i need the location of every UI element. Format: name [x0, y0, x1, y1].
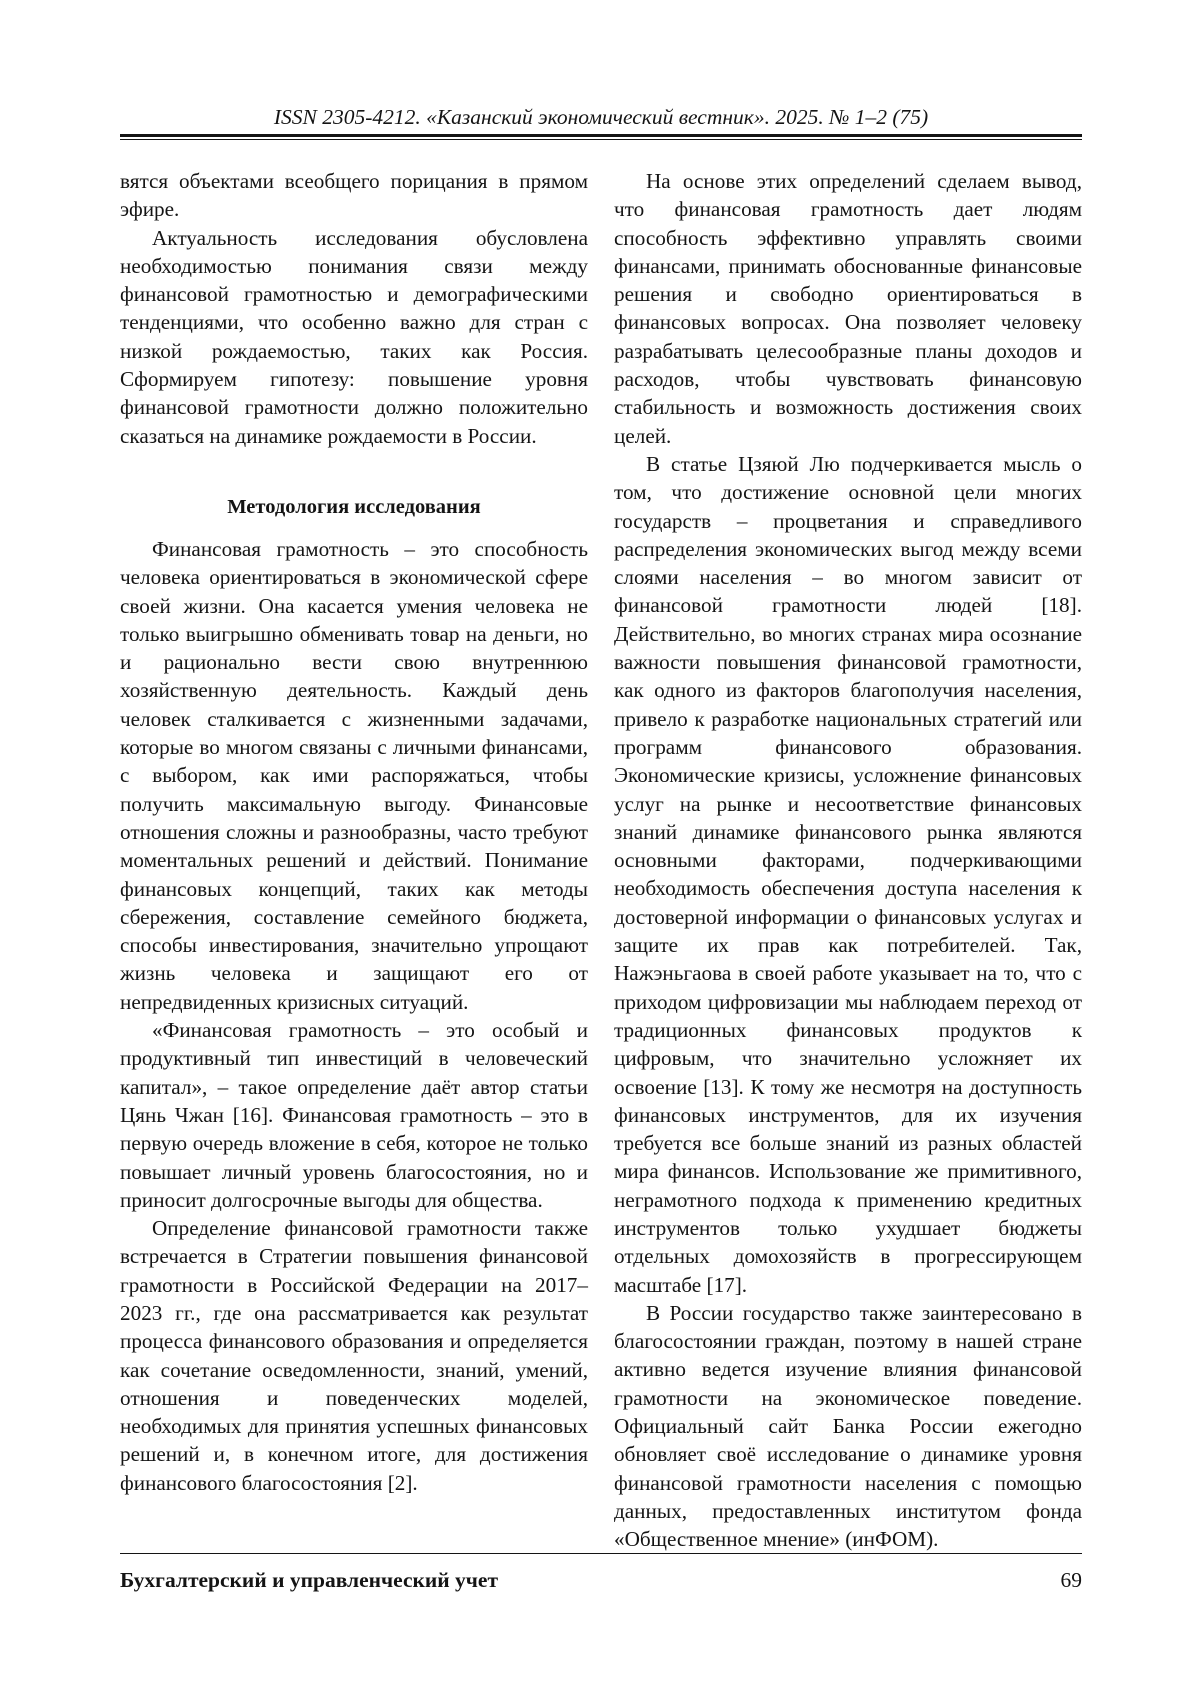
paragraph-quote: «Финансовая грамотность – это особый и продуктивный тип инвестиций в человеческий капитал», – такое определение даёт автор статьи Цянь Чжан [16]. Финансовая грамотность – это в первую очередь вложение в себя, которое не только повышает личный уровень благосостояния, но и приносит долгосрочные выгоды для общества.	[120, 1018, 588, 1212]
paragraph-strategy: Определение финансовой грамотности также встречается в Стратегии повышения финансовой грамотности в Российской Федерации на 2017–2023 гг., где она рассматривается как результат процесса финансового образования и определяется как сочетание осведомленности, знаний, умений, отношения и поведенческих моделей, необходимых для принятия успешных финансовых решений и, в конечном итоге, для достижения финансового благосостояния [2].	[120, 1216, 588, 1495]
right-column	[614, 167, 1082, 1554]
left-column	[120, 167, 588, 1497]
header-rule-thick	[120, 134, 1082, 137]
footer-section-title: Бухгалтерский и управленческий учет	[120, 1568, 499, 1592]
section-heading-methodology: Методология исследования	[227, 495, 481, 518]
paragraph-definition: Финансовая грамотность – это способность человека ориентироваться в экономической сфере своей жизни. Она касается умения человека не только выигрышно обменивать товар на деньги, но и рационально вести свою внутреннюю хозяйственную деятельность. Каждый день человек сталкивается с жизненными задачами, которые во многом связаны с личными финансами, с выбором, как ими распоряжаться, чтобы получить максимальную выгоду. Финансовые отношения сложны и разнообразны, часто требуют моментальных решений и действий. Понимание финансовых концепций, таких как методы сбережения, составление семейного бюджета, способы инвестирования, значительно упрощают жизнь человека и защищают его от непредвиденных кризисных ситуаций.	[120, 536, 588, 1014]
paragraph-continuation: вятся объектами всеобщего порицания в прямом эфире.	[120, 169, 588, 222]
footer-rule	[120, 1553, 1082, 1554]
paragraph-relevance: Актуальность исследования обусловлена необходимостью понимания связи между финансовой грамотностью и демографическими тенденциями, что особенно важно для стран с низкой рождаемостью, таких как Россия. Сформируем гипотезу: повышение уровня финансовой грамотности должно положительно сказаться на динамике рождаемости в России.	[120, 225, 588, 448]
paragraph-russia: В России государство также заинтересовано в благосостоянии граждан, поэтому в нашей стране активно ведется изучение влияния финансовой грамотности на экономическое поведение. Официальный сайт Банка России ежегодно обновляет своё исследование о динамике уровня финансовой грамотности населения с помощью данных, предоставленных институтом фонда «Общественное мнение» (инФОМ).	[614, 1300, 1082, 1552]
paragraph-conclusion: На основе этих определений сделаем вывод, что финансовая грамотность дает людям способность эффективно управлять своими финансами, принимать обоснованные финансовые решения и свободно ориентироваться в финансовых вопросах. Она позволяет человеку разрабатывать целесообразные планы доходов и расходов, чтобы чувствовать финансовую стабильность и возможность достижения своих целей.	[614, 169, 1082, 448]
paragraph-liu-article: В статье Цзяюй Лю подчеркивается мысль о том, что достижение основной цели многих государств – процветания и справедливого распределения экономических выгод между всеми слоями населения – во многом зависит от финансовой грамотности людей [18]. Действительно, во многих странах мира осознание важности повышения финансовой грамотности, как одного из факторов благополучия населения, привело к разработке национальных стратегий или программ финансового образования. Экономические кризисы, усложнение финансовых услуг на рынке и несоответствие финансовых знаний динамике финансового рынка являются основными факторами, подчеркивающими необходимость обеспечения доступа населения к достоверной информации о финансовых услугах и защите их прав как потребителей. Так, Нажэньгаова в своей работе указывает на то, что с приходом цифровизации мы наблюдаем переход от традиционных финансовых продуктов к цифровым, что значительно усложняет их освоение [13]. К тому же несмотря на доступность финансовых инструментов, для их изучения требуется все больше знаний из разных областей мира финансов. Использование же примитивного, неграмотного подхода к применению кредитных инструментов только ухудшает бюджеты отдельных домохозяйств в прогрессирующем масштабе [17].	[614, 451, 1082, 1297]
page-number: 69	[1060, 1568, 1082, 1592]
header-rule-thin	[120, 139, 1082, 140]
running-header: ISSN 2305-4212. «Казанский экономический вестник». 2025. № 1–2 (75)	[273, 105, 929, 129]
